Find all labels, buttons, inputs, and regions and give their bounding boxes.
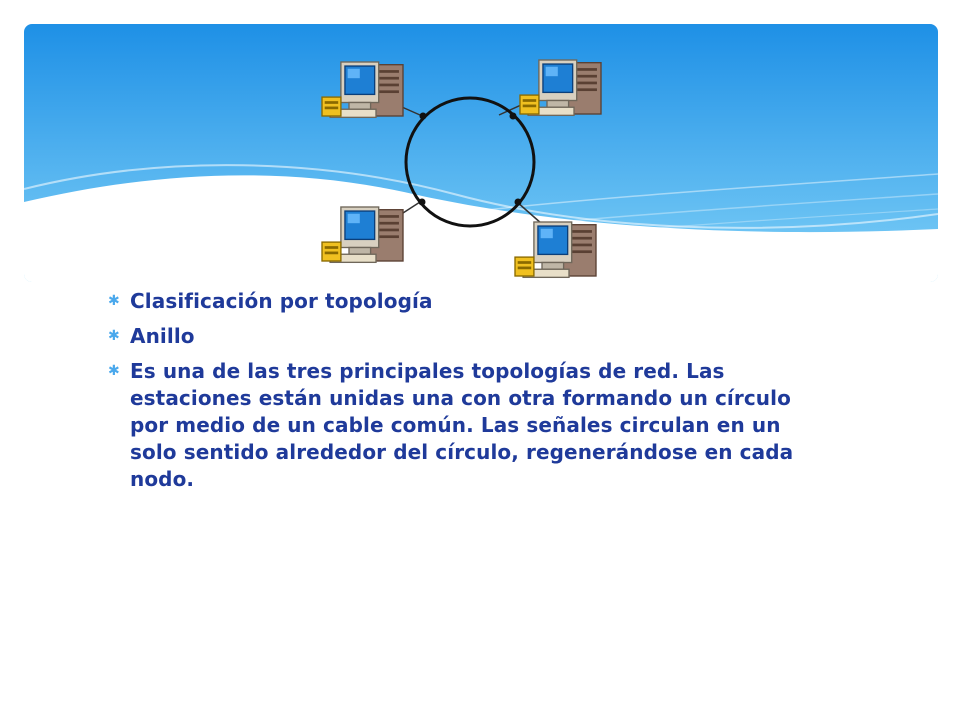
ring-node-dot <box>510 113 517 120</box>
ring-node-dot <box>420 113 427 120</box>
asterisk-icon: ✱ <box>108 328 120 344</box>
ring-node-dot <box>515 199 522 206</box>
bullet-item <box>108 288 808 315</box>
bullet-text: Anillo <box>130 324 195 348</box>
bullet-text: Es una de las tres principales topologías de red. Las estaciones están unidas una con otra formando un círculo por medio de un cable común. Las señales circulan en un solo sentido alrededor del círculo, regenerándose en cada nodo. <box>130 359 794 491</box>
bullet-item <box>108 323 808 350</box>
computer-icon <box>520 60 601 115</box>
computer-icon <box>322 207 403 262</box>
bullet-text: Clasificación por topología <box>130 289 433 313</box>
link-line <box>517 202 542 224</box>
bullet-item <box>108 358 808 493</box>
computer-icon <box>515 222 596 277</box>
bullet-list <box>108 288 808 501</box>
ring-topology-diagram <box>310 52 610 282</box>
asterisk-icon: ✱ <box>108 363 120 379</box>
computer-icon <box>322 62 403 117</box>
asterisk-icon: ✱ <box>108 293 120 309</box>
ring-node-dot <box>419 199 426 206</box>
